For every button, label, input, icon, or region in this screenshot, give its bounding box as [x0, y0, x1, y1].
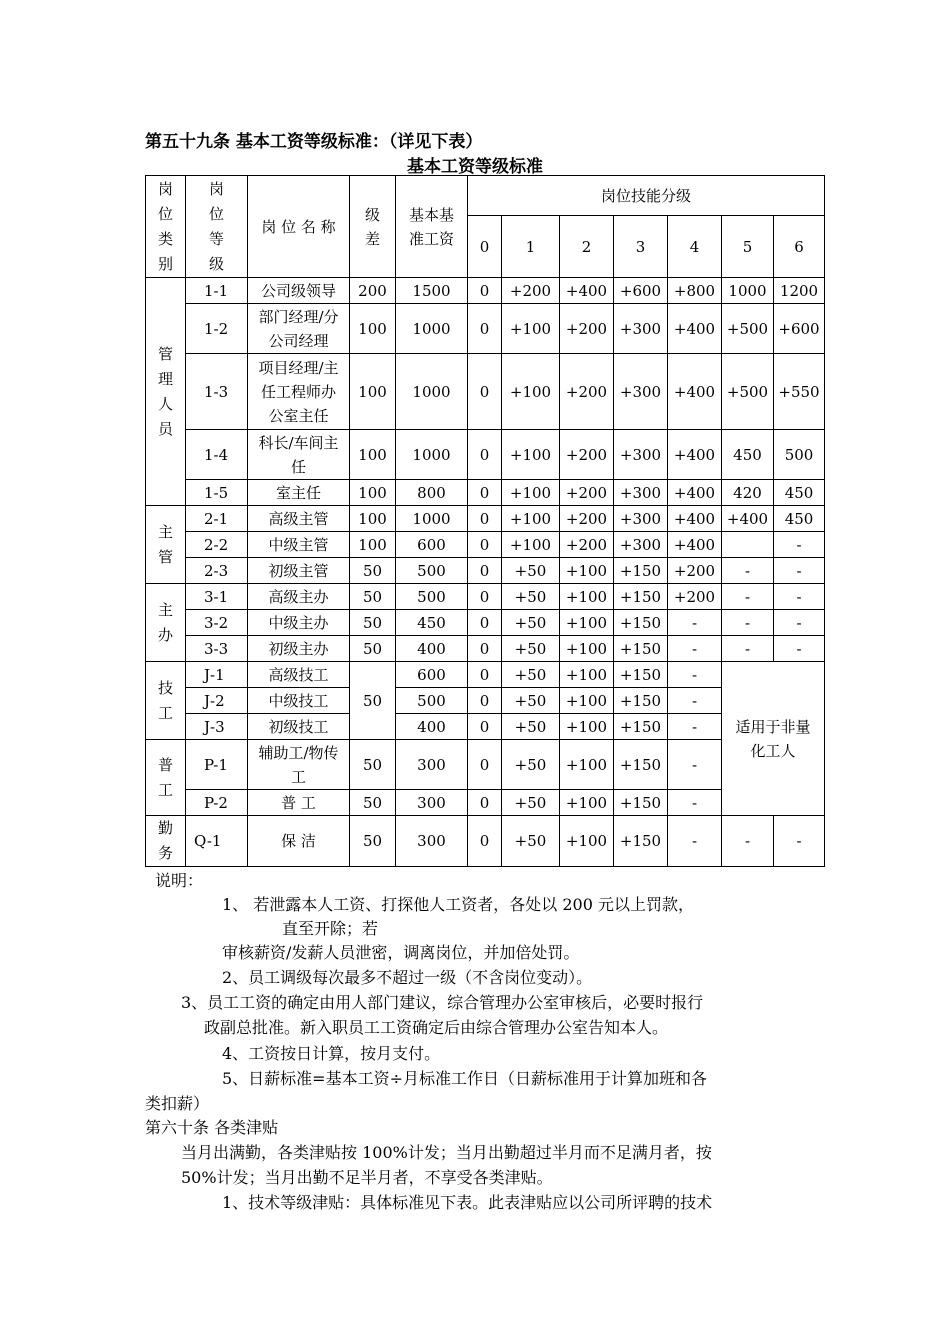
level-cell: +200 — [560, 506, 614, 532]
diff-cell: 50 — [350, 558, 396, 584]
level-cell: 0 — [468, 532, 502, 558]
grade-cell: Q-1 — [186, 816, 248, 867]
level-cell: +50 — [502, 662, 560, 688]
level-cell: 0 — [468, 506, 502, 532]
diff-cell: 50 — [350, 790, 396, 816]
position-name-cell: 室主任 — [248, 480, 350, 506]
level-cell: +400 — [560, 278, 614, 304]
level-cell: +50 — [502, 740, 560, 790]
base-salary-cell: 1000 — [396, 506, 468, 532]
article-60-para-1b: 50%计发；当月出勤不足半月者，不享受各类津贴。 — [181, 1168, 553, 1187]
level-cell: +400 — [668, 304, 722, 354]
article-60-heading: 第六十条 各类津贴 — [145, 1118, 279, 1137]
diff-cell: 100 — [350, 480, 396, 506]
position-name-cell: 普 工 — [248, 790, 350, 816]
diff-cell: 50 — [350, 816, 396, 867]
table-row — [146, 636, 825, 662]
level-cell: 0 — [468, 584, 502, 610]
level-cell: - — [774, 636, 825, 662]
level-cell: 0 — [468, 740, 502, 790]
position-name-cell: 高级技工 — [248, 662, 350, 688]
level-cell: +100 — [560, 790, 614, 816]
grade-cell: 2-3 — [186, 558, 248, 584]
grade-cell: 2-1 — [186, 506, 248, 532]
position-name-cell: 中级主办 — [248, 610, 350, 636]
grade-cell: J-1 — [186, 662, 248, 688]
level-cell: 1200 — [774, 278, 825, 304]
diff-cell: 100 — [350, 532, 396, 558]
diff-cell: 100 — [350, 430, 396, 480]
position-name-cell: 辅助工/物传工 — [248, 740, 350, 790]
diff-cell: 50 — [350, 662, 396, 740]
level-cell — [722, 532, 774, 558]
base-salary-cell: 800 — [396, 480, 468, 506]
level-cell: 0 — [468, 714, 502, 740]
level-cell: 450 — [774, 506, 825, 532]
base-salary-cell: 600 — [396, 662, 468, 688]
grade-cell: J-2 — [186, 688, 248, 714]
non-quantified-note: 适用于非量化工人 — [722, 662, 825, 816]
article-59-heading: 第五十九条 基本工资等级标准：（详见下表） — [145, 132, 483, 152]
header-level-3: 3 — [614, 216, 668, 278]
position-name-cell: 部门经理/分公司经理 — [248, 304, 350, 354]
level-cell: 0 — [468, 662, 502, 688]
level-cell: +200 — [560, 304, 614, 354]
level-cell: 0 — [468, 354, 502, 430]
group-label: 管理人员 — [146, 278, 186, 506]
level-cell: +100 — [560, 558, 614, 584]
note-3a: 3、员工工资的确定由用人部门建议，综合管理办公室审核后，必要时报行 — [181, 993, 704, 1012]
level-cell: - — [774, 610, 825, 636]
level-cell: +300 — [614, 430, 668, 480]
position-name-cell: 高级主办 — [248, 584, 350, 610]
level-cell: +100 — [502, 480, 560, 506]
level-cell: +50 — [502, 610, 560, 636]
grade-cell: 3-2 — [186, 610, 248, 636]
level-cell: +200 — [560, 532, 614, 558]
level-cell: +100 — [560, 636, 614, 662]
level-cell: +200 — [668, 558, 722, 584]
table-row — [146, 584, 825, 610]
base-salary-cell: 450 — [396, 610, 468, 636]
base-salary-cell: 300 — [396, 816, 468, 867]
header-diff: 级差 — [350, 176, 396, 278]
grade-cell: P-1 — [186, 740, 248, 790]
header-category: 岗位类别 — [146, 176, 186, 278]
level-cell: - — [668, 740, 722, 790]
level-cell: +200 — [560, 430, 614, 480]
level-cell: 0 — [468, 430, 502, 480]
table-row — [146, 430, 825, 480]
level-cell: +50 — [502, 790, 560, 816]
level-cell: 0 — [468, 304, 502, 354]
base-salary-cell: 400 — [396, 714, 468, 740]
note-5b: 类扣薪） — [145, 1094, 210, 1113]
header-level-2: 2 — [560, 216, 614, 278]
level-cell: +800 — [668, 278, 722, 304]
grade-cell: 3-1 — [186, 584, 248, 610]
level-cell: +100 — [560, 714, 614, 740]
base-salary-cell: 1000 — [396, 354, 468, 430]
group-label: 主办 — [146, 584, 186, 662]
level-cell: +50 — [502, 714, 560, 740]
grade-cell: 3-3 — [186, 636, 248, 662]
note-4: 4、工资按日计算，按月支付。 — [222, 1044, 441, 1063]
base-salary-cell: 400 — [396, 636, 468, 662]
level-cell: +150 — [614, 584, 668, 610]
position-name-cell: 高级主管 — [248, 506, 350, 532]
group-label: 普工 — [146, 740, 186, 816]
diff-cell: 50 — [350, 636, 396, 662]
diff-cell: 200 — [350, 278, 396, 304]
level-cell: +100 — [560, 662, 614, 688]
level-cell: - — [668, 790, 722, 816]
level-cell: +150 — [614, 610, 668, 636]
level-cell: 0 — [468, 688, 502, 714]
notes-label: 说明： — [155, 871, 204, 890]
header-level-4: 4 — [668, 216, 722, 278]
article-60-para-2: 1、技术等级津贴：具体标准见下表。此表津贴应以公司所评聘的技术 — [222, 1193, 713, 1212]
level-cell: +100 — [560, 584, 614, 610]
grade-cell: 1-3 — [186, 354, 248, 430]
level-cell: +50 — [502, 636, 560, 662]
diff-cell: 50 — [350, 610, 396, 636]
level-cell: +150 — [614, 558, 668, 584]
level-cell: - — [774, 584, 825, 610]
level-cell: - — [668, 688, 722, 714]
level-cell: +200 — [560, 354, 614, 430]
level-cell: +100 — [560, 610, 614, 636]
position-name-cell: 初级主办 — [248, 636, 350, 662]
level-cell: 500 — [774, 430, 825, 480]
base-salary-cell: 300 — [396, 790, 468, 816]
level-cell: - — [668, 816, 722, 867]
level-cell: +400 — [668, 532, 722, 558]
level-cell: - — [668, 610, 722, 636]
level-cell: +100 — [502, 506, 560, 532]
level-cell: +400 — [668, 480, 722, 506]
note-1c: 审核薪资/发薪人员泄密，调离岗位，并加倍处罚。 — [222, 943, 580, 962]
level-cell: +100 — [502, 532, 560, 558]
level-cell: +400 — [722, 506, 774, 532]
level-cell: 450 — [722, 430, 774, 480]
level-cell: +600 — [614, 278, 668, 304]
grade-cell: 1-2 — [186, 304, 248, 354]
level-cell: - — [774, 532, 825, 558]
level-cell: - — [722, 636, 774, 662]
level-cell: +50 — [502, 816, 560, 867]
table-row — [146, 610, 825, 636]
table-title: 基本工资等级标准 — [407, 157, 543, 177]
level-cell: +150 — [614, 636, 668, 662]
level-cell: 450 — [774, 480, 825, 506]
level-cell: - — [722, 610, 774, 636]
position-name-cell: 保 洁 — [248, 816, 350, 867]
level-cell: +300 — [614, 480, 668, 506]
position-name-cell: 中级主管 — [248, 532, 350, 558]
table-row — [146, 278, 825, 304]
group-label: 技工 — [146, 662, 186, 740]
header-name: 岗 位 名 称 — [248, 176, 350, 278]
header-level-6: 6 — [774, 216, 825, 278]
level-cell: 0 — [468, 480, 502, 506]
level-cell: 0 — [468, 558, 502, 584]
position-name-cell: 初级主管 — [248, 558, 350, 584]
level-cell: 0 — [468, 610, 502, 636]
level-cell: +400 — [668, 354, 722, 430]
header-level-5: 5 — [722, 216, 774, 278]
level-cell: - — [774, 816, 825, 867]
note-3b: 政副总批准。新入职员工工资确定后由综合管理办公室告知本人。 — [204, 1018, 669, 1037]
group-label: 勤务 — [146, 816, 186, 867]
note-1b: 直至开除；若 — [282, 919, 379, 938]
level-cell: 0 — [468, 636, 502, 662]
level-cell: +300 — [614, 506, 668, 532]
grade-cell: 2-2 — [186, 532, 248, 558]
level-cell: +300 — [614, 532, 668, 558]
level-cell: +100 — [560, 816, 614, 867]
base-salary-cell: 600 — [396, 532, 468, 558]
base-salary-cell: 300 — [396, 740, 468, 790]
level-cell: +50 — [502, 558, 560, 584]
table-row — [146, 558, 825, 584]
position-name-cell: 项目经理/主任工程师办公室主任 — [248, 354, 350, 430]
table-row — [146, 304, 825, 354]
header-level-0: 0 — [468, 216, 502, 278]
level-cell: +200 — [502, 278, 560, 304]
level-cell: +150 — [614, 740, 668, 790]
table-row — [146, 480, 825, 506]
level-cell: 0 — [468, 790, 502, 816]
note-5a: 5、日薪标准=基本工资÷月标准工作日（日薪标准用于计算加班和各 — [222, 1069, 707, 1088]
header-skill: 岗位技能分级 — [468, 176, 825, 216]
level-cell: +50 — [502, 584, 560, 610]
base-salary-cell: 500 — [396, 688, 468, 714]
group-label: 主管 — [146, 506, 186, 584]
level-cell: +50 — [502, 688, 560, 714]
level-cell: 0 — [468, 816, 502, 867]
level-cell: 0 — [468, 278, 502, 304]
diff-cell: 100 — [350, 506, 396, 532]
level-cell: +100 — [502, 354, 560, 430]
base-salary-cell: 1000 — [396, 304, 468, 354]
note-2: 2、员工调级每次最多不超过一级（不含岗位变动）。 — [222, 968, 593, 987]
level-cell: +300 — [614, 354, 668, 430]
diff-cell: 50 — [350, 584, 396, 610]
header-base: 基本基准工资 — [396, 176, 468, 278]
table-row — [146, 532, 825, 558]
diff-cell: 100 — [350, 354, 396, 430]
level-cell: +500 — [722, 304, 774, 354]
level-cell: +100 — [502, 430, 560, 480]
base-salary-cell: 500 — [396, 558, 468, 584]
level-cell: +150 — [614, 816, 668, 867]
level-cell: +150 — [614, 662, 668, 688]
level-cell: +150 — [614, 714, 668, 740]
level-cell: +200 — [668, 584, 722, 610]
level-cell: - — [722, 584, 774, 610]
table-row — [146, 506, 825, 532]
level-cell: +150 — [614, 688, 668, 714]
level-cell: +100 — [502, 304, 560, 354]
base-salary-cell: 1500 — [396, 278, 468, 304]
level-cell: - — [668, 662, 722, 688]
grade-cell: 1-5 — [186, 480, 248, 506]
level-cell: +150 — [614, 790, 668, 816]
grade-cell: 1-4 — [186, 430, 248, 480]
level-cell: +550 — [774, 354, 825, 430]
salary-grade-table — [145, 175, 825, 867]
level-cell: +400 — [668, 506, 722, 532]
grade-cell: 1-1 — [186, 278, 248, 304]
level-cell: +200 — [560, 480, 614, 506]
level-cell: - — [774, 558, 825, 584]
position-name-cell: 公司级领导 — [248, 278, 350, 304]
level-cell: +500 — [722, 354, 774, 430]
level-cell: - — [668, 714, 722, 740]
article-60-para-1a: 当月出满勤，各类津贴按 100%计发；当月出勤超过半月而不足满月者，按 — [181, 1143, 712, 1162]
level-cell: 1000 — [722, 278, 774, 304]
level-cell: +600 — [774, 304, 825, 354]
position-name-cell: 初级技工 — [248, 714, 350, 740]
level-cell: +100 — [560, 688, 614, 714]
position-name-cell: 科长/车间主任 — [248, 430, 350, 480]
level-cell: - — [722, 816, 774, 867]
level-cell: 420 — [722, 480, 774, 506]
diff-cell: 100 — [350, 304, 396, 354]
base-salary-cell: 1000 — [396, 430, 468, 480]
grade-cell: J-3 — [186, 714, 248, 740]
base-salary-cell: 500 — [396, 584, 468, 610]
position-name-cell: 中级技工 — [248, 688, 350, 714]
header-grade: 岗位等级 — [186, 176, 248, 278]
level-cell: +400 — [668, 430, 722, 480]
note-1a: 1、 若泄露本人工资、打探他人工资者，各处以 200 元以上罚款， — [222, 895, 694, 914]
table-row — [146, 816, 825, 867]
diff-cell: 50 — [350, 740, 396, 790]
level-cell: - — [722, 558, 774, 584]
header-level-1: 1 — [502, 216, 560, 278]
level-cell: +300 — [614, 304, 668, 354]
grade-cell: P-2 — [186, 790, 248, 816]
level-cell: - — [668, 636, 722, 662]
level-cell: +100 — [560, 740, 614, 790]
table-row — [146, 354, 825, 430]
table-row — [146, 662, 825, 688]
